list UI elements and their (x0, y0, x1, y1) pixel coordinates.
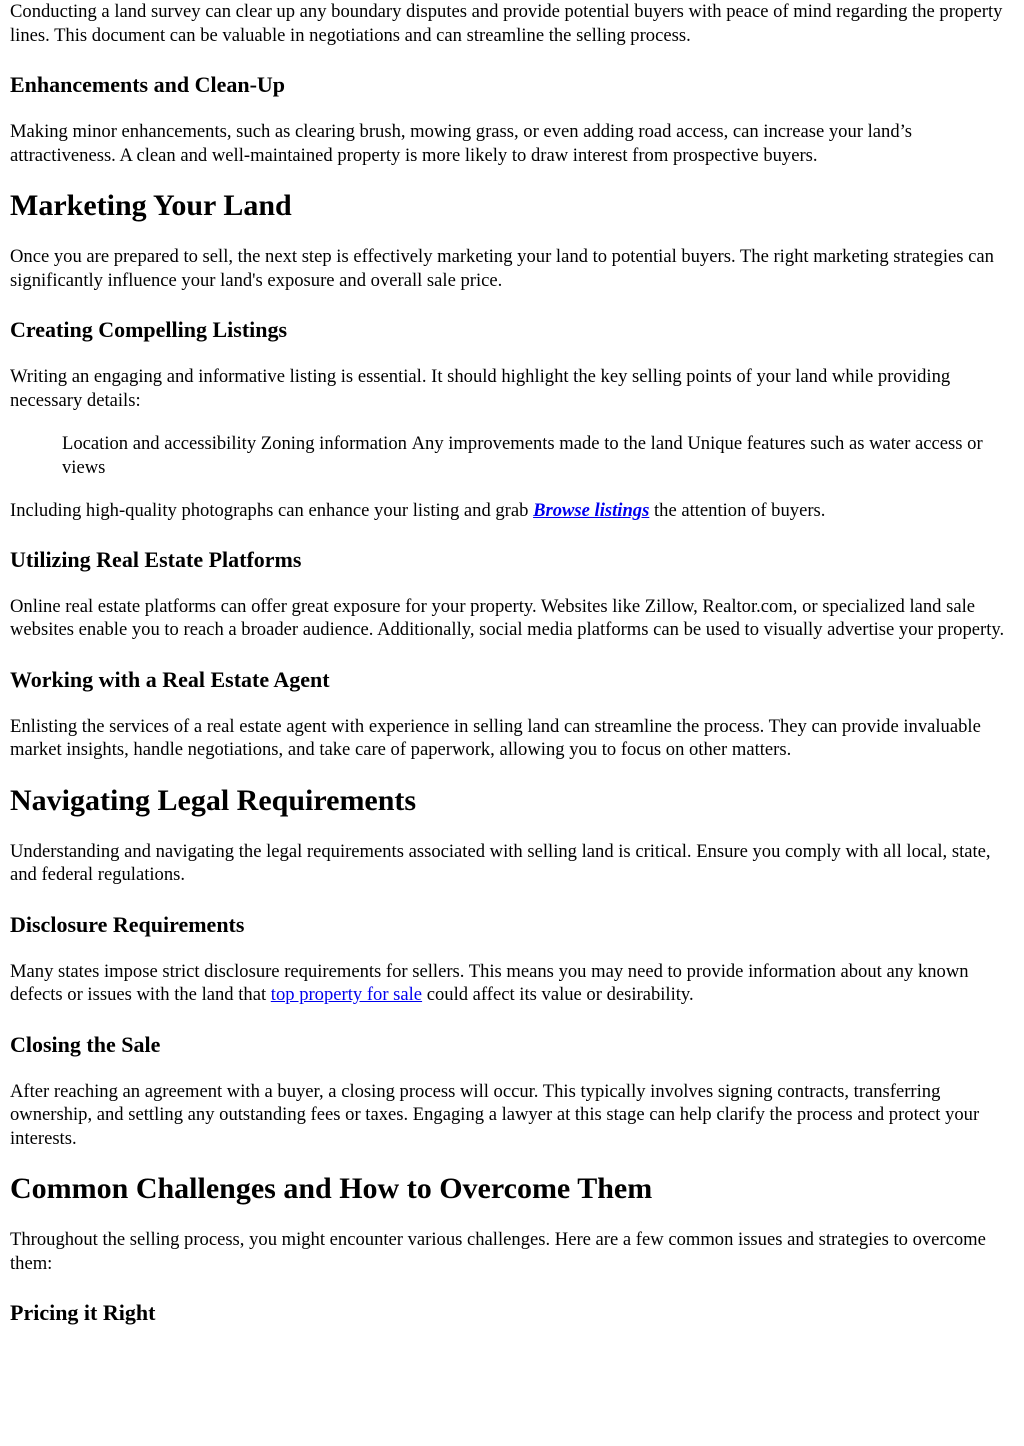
disclosure-paragraph (10, 960, 1014, 1007)
closing-paragraph: After reaching an agreement with a buyer, a closing process will occur. This typically involves signing contracts, transferring ownership, and settling any outstanding fees or taxes. Engaging a lawyer at this stage can help clarify the process and protect your interests. (10, 1080, 980, 1149)
legal-paragraph: Understanding and navigating the legal requirements associated with selling land is critical. Ensure you comply with all local, state, and federal regulations. (10, 840, 991, 885)
disclosure-text-after: could affect its value or desirability. (422, 984, 694, 1005)
agent-paragraph: Enlisting the services of a real estate agent with experience in selling land can streamline the process. They can provide invaluable market insights, handle negotiations, and take care of paperwork, allowing you to focus on other matters. (10, 715, 981, 760)
list-item: Any improvements made to the land (411, 433, 688, 454)
intro-paragraph: Conducting a land survey can clear up any boundary disputes and provide potential buyers with peace of mind regarding the property lines. This document can be valuable in negotiations and can streamline the selling process. (10, 1, 1003, 46)
marketing-paragraph: Once you are prepared to sell, the next step is effectively marketing your land to potential buyers. The right marketing strategies can significantly influence your land's exposure and overall sale price. (10, 246, 994, 291)
challenges-paragraph: Throughout the selling process, you might encounter various challenges. Here are a few common issues and strategies to overcome them: (10, 1229, 986, 1274)
list-item: Location and accessibility (62, 433, 261, 454)
browse-listings-link[interactable]: Browse listings (533, 500, 650, 521)
listings-paragraph: Writing an engaging and informative listing is essential. It should highlight the key selling points of your land while providing necessary details: (10, 366, 951, 411)
marketing-heading: Marketing Your Land (10, 189, 292, 222)
list-item: Zoning information (260, 433, 412, 454)
photographs-paragraph (10, 499, 1014, 523)
legal-heading: Navigating Legal Requirements (10, 783, 417, 817)
agent-heading: Working with a Real Estate Agent (10, 666, 330, 692)
disclosure-text-before: Many states impose strict disclosure requirements for sellers. This means you may need to provide information about any known defects or issues with the land that (10, 960, 969, 1005)
disclosure-heading: Disclosure Requirements (10, 911, 245, 937)
photographs-text-after: the attention of buyers. (649, 500, 826, 521)
photographs-text-before: Including high-quality photographs can enhance your listing and grab (10, 500, 534, 521)
platforms-paragraph: Online real estate platforms can offer great exposure for your property. Websites like Zillow, Realtor.com, or specialized land sale websites enable you to reach a broader audience. Additionally, social media platforms can be used to visually advertise your property. (10, 595, 1005, 640)
platforms-heading: Utilizing Real Estate Platforms (10, 546, 302, 572)
enhancements-heading: Enhancements and Clean-Up (10, 72, 286, 97)
closing-heading: Closing the Sale (10, 1031, 161, 1057)
top-property-link[interactable]: top property for sale (270, 984, 423, 1005)
listings-heading: Creating Compelling Listings (10, 317, 288, 342)
listing-details-list (10, 432, 1014, 479)
pricing-heading: Pricing it Right (10, 1300, 156, 1325)
challenges-heading: Common Challenges and How to Overcome Them (10, 1172, 653, 1205)
list-item: Unique features such as water access or views (62, 433, 983, 478)
enhancements-paragraph: Making minor enhancements, such as clearing brush, mowing grass, or even adding road access, can increase your land’s attractiveness. A clean and well-maintained property is more likely to draw interest from prospective buyers. (10, 121, 913, 166)
